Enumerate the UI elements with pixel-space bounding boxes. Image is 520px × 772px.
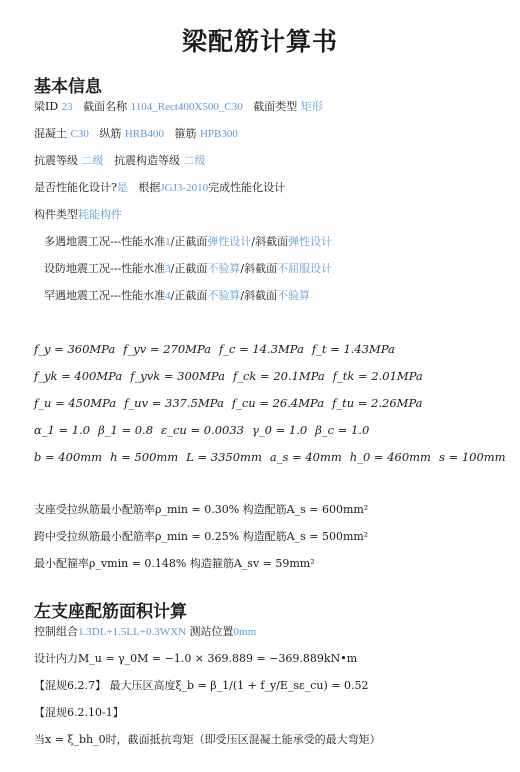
section-type-label: 截面类型 bbox=[253, 100, 298, 113]
param: f_yvk = 300MPa bbox=[130, 369, 225, 383]
condition-prefix: 设防地震工况---性能水准 bbox=[44, 262, 166, 275]
position-label: 测站位置 bbox=[189, 625, 234, 638]
coefficient-row bbox=[34, 423, 377, 437]
basis-code: JGJ3-2010 bbox=[160, 182, 209, 194]
basis-label: 根据 bbox=[138, 181, 161, 194]
normal-section-value: 不验算 bbox=[207, 290, 241, 302]
normal-section-value: 弹性设计 bbox=[207, 236, 252, 248]
page-title: 梁配筋计算书 bbox=[181, 27, 338, 56]
basic-info-heading: 基本信息 bbox=[34, 77, 102, 97]
combo-label: 控制组合 bbox=[34, 625, 78, 638]
param: f_t = 1.43MPa bbox=[311, 342, 395, 356]
normal-section-label: /正截面 bbox=[170, 289, 208, 302]
code-6210-row: 【混规6.2.10-1】 bbox=[34, 706, 124, 719]
geometry-row bbox=[34, 450, 514, 464]
performance-level: 4 bbox=[165, 290, 171, 302]
stirrup-value: HPB300 bbox=[199, 128, 238, 140]
param: f_tu = 2.26MPa bbox=[332, 396, 423, 410]
performance-row bbox=[34, 181, 285, 195]
oblique-section-value: 不屈服设计 bbox=[277, 263, 333, 275]
beam-id-value: 23 bbox=[61, 101, 73, 113]
param: f_cu = 26.4MPa bbox=[231, 396, 325, 410]
member-type-value: 耗能构件 bbox=[78, 209, 122, 221]
param: γ_0 = 1.0 bbox=[252, 423, 308, 437]
seismic-detail-value: 二级 bbox=[183, 155, 206, 167]
oblique-section-value: 不验算 bbox=[277, 290, 311, 302]
normal-section-value: 不验算 bbox=[207, 263, 241, 275]
stirrup-label: 箍筋 bbox=[174, 127, 197, 140]
performance-level: 1 bbox=[165, 236, 171, 248]
oblique-section-label: /斜截面 bbox=[251, 235, 289, 248]
design-force-row: 设计内力M_u = γ_0M = −1.0 × 369.889 = −369.889kN•m bbox=[34, 652, 358, 665]
param: a_s = 40mm bbox=[269, 450, 342, 464]
long-bar-label: 纵筋 bbox=[99, 127, 122, 140]
performance-label: 是否性能化设计? bbox=[34, 181, 117, 194]
param: ε_cu = 0.0033 bbox=[161, 423, 244, 437]
section-name-value: 1104_Rect400X500_C30 bbox=[130, 101, 243, 113]
seismic-grade-value: 二级 bbox=[81, 155, 104, 167]
control-combo-row bbox=[34, 625, 256, 639]
condition-fortification bbox=[44, 262, 332, 276]
stirrup-min-ratio: 最小配箍率ρ_vmin = 0.148% 构造箍筋A_sv = 59mm² bbox=[34, 557, 315, 570]
code-627-row bbox=[34, 679, 368, 693]
strength-row-standard bbox=[34, 369, 431, 383]
concrete-value: C30 bbox=[70, 128, 89, 140]
performance-value: 是 bbox=[116, 182, 128, 194]
param: f_yv = 270MPa bbox=[123, 342, 212, 356]
param: f_tk = 2.01MPa bbox=[332, 369, 423, 383]
code-tag: 【混规6.2.7】 bbox=[34, 679, 106, 692]
position-value: 0mm bbox=[233, 626, 257, 638]
param: h = 500mm bbox=[110, 450, 179, 464]
param: f_ck = 20.1MPa bbox=[232, 369, 325, 383]
resisting-moment-row: 当x = ξ_bh_0时，截面抵抗弯矩（即受压区混凝土能承受的最大弯矩） bbox=[34, 733, 381, 746]
oblique-section-label: /斜截面 bbox=[240, 262, 278, 275]
beam-info-row bbox=[34, 100, 323, 114]
oblique-section-value: 弹性设计 bbox=[288, 236, 333, 248]
material-row bbox=[34, 127, 238, 141]
member-type-label: 构件类型 bbox=[34, 208, 78, 221]
performance-level: 3 bbox=[165, 263, 171, 275]
left-support-heading: 左支座配筋面积计算 bbox=[34, 602, 187, 622]
basis-tail: 完成性能化设计 bbox=[208, 181, 286, 194]
normal-section-label: /正截面 bbox=[170, 235, 208, 248]
member-type-row bbox=[34, 208, 122, 222]
param: s = 100mm bbox=[438, 450, 506, 464]
normal-section-label: /正截面 bbox=[170, 262, 208, 275]
support-min-ratio: 支座受拉纵筋最小配筋率ρ_min = 0.30% 构造配筋A_s = 600mm² bbox=[34, 503, 369, 516]
strength-row-design bbox=[34, 342, 403, 356]
param: f_c = 14.3MPa bbox=[219, 342, 304, 356]
param: α_1 = 1.0 bbox=[34, 423, 91, 437]
param: β_c = 1.0 bbox=[315, 423, 370, 437]
section-name-label: 截面名称 bbox=[83, 100, 128, 113]
seismic-row bbox=[34, 154, 206, 168]
section-type-value: 矩形 bbox=[300, 101, 323, 113]
seismic-grade-label: 抗震等级 bbox=[34, 154, 78, 167]
code-text: 最大压区高度ξ_b = β_1/(1 + f_y/E_sε_cu) = 0.52 bbox=[109, 679, 369, 692]
strength-row-ultimate bbox=[34, 396, 431, 410]
long-bar-value: HRB400 bbox=[124, 128, 164, 140]
combo-value: 1.3DL+1.5LL+0.3WXN bbox=[78, 626, 187, 638]
condition-rare bbox=[44, 289, 310, 303]
param: L = 3350mm bbox=[186, 450, 262, 464]
param: f_yk = 400MPa bbox=[34, 369, 123, 383]
param: β_1 = 0.8 bbox=[98, 423, 154, 437]
concrete-label: 混凝土 bbox=[34, 127, 67, 140]
param: h_0 = 460mm bbox=[349, 450, 431, 464]
beam-id-label: 梁ID bbox=[34, 100, 59, 113]
param: f_u = 450MPa bbox=[34, 396, 117, 410]
oblique-section-label: /斜截面 bbox=[240, 289, 278, 302]
condition-prefix: 多遇地震工况---性能水准 bbox=[44, 235, 166, 248]
param: f_y = 360MPa bbox=[34, 342, 116, 356]
param: b = 400mm bbox=[34, 450, 103, 464]
condition-frequent bbox=[44, 235, 332, 249]
param: f_uv = 337.5MPa bbox=[124, 396, 224, 410]
midspan-min-ratio: 跨中受拉纵筋最小配筋率ρ_min = 0.25% 构造配筋A_s = 500mm² bbox=[34, 530, 369, 543]
condition-prefix: 罕遇地震工况---性能水准 bbox=[44, 289, 166, 302]
seismic-detail-label: 抗震构造等级 bbox=[114, 154, 180, 167]
